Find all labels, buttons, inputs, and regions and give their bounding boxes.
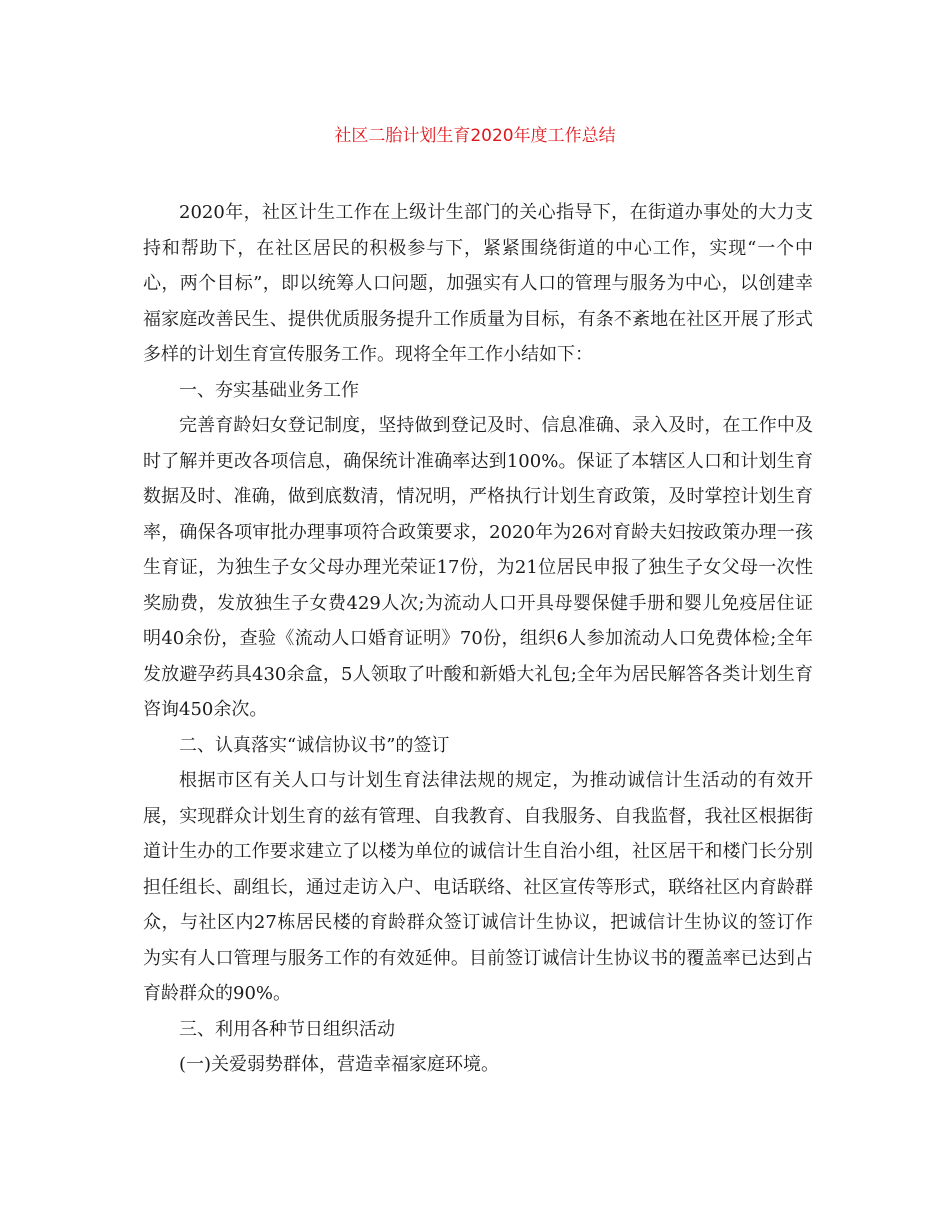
document-title: 社区二胎计划生育2020年度工作总结: [334, 126, 616, 146]
section-1-paragraph: 完善育龄妇女登记制度，坚持做到登记及时、信息准确、录入及时，在工作中及时了解并更改各项信息，确保统计准确率达到100%。保证了本辖区人口和计划生育数据及时、准确，做到底数清，情况明，严格执行计划生育政策，及时掌控计划生育率，确保各项审批办理事项符合政策要求，2020年为26对育龄夫妇按政策办理一孩生育证，为独生子女父母办理光荣证17份，为21位居民申报了独生子女父母一次性奖励费，发放独生子女费429人次;为流动人口开具母婴保健手册和婴儿免疫居住证明40余份，查验《流动人口婚育证明》70份，组织6人参加流动人口免费体检;全年发放避孕药具430余盒，5人领取了叶酸和新婚大礼包;全年为居民解答各类计划生育咨询450余次。: [143, 415, 813, 720]
section-heading-3: 三、利用各种节日组织活动: [179, 1018, 395, 1040]
intro-paragraph: 2020年，社区计生工作在上级计生部门的关心指导下，在街道办事处的大力支持和帮助下，在社区居民的积极参与下，紧紧围绕街道的中心工作，实现“一个中心，两个目标”，即以统筹人口问题，加强实有人口的管理与服务为中心，以创建幸福家庭改善民生、提供优质服务提升工作质量为目标，有条不紊地在社区开展了形式多样的计划生育宣传服务工作。现将全年工作小结如下：: [143, 202, 813, 365]
subsection-heading-3-1: (一)关爱弱势群体，营造幸福家庭环境。: [179, 1054, 500, 1075]
section-heading-2: 二、认真落实“诚信协议书”的签订: [179, 734, 450, 756]
document-body: [143, 195, 813, 1083]
section-heading-1: 一、夯实基础业务工作: [179, 379, 359, 401]
section-2-paragraph: 根据市区有关人口与计划生育法律法规的规定，为推动诚信计生活动的有效开展，实现群众计划生育的兹有管理、自我教育、自我服务、自我监督，我社区根据街道计生办的工作要求建立了以楼为单位的诚信计生自治小组，社区居干和楼门长分别担任组长、副组长，通过走访入户、电话联络、社区宣传等形式，联络社区内育龄群众，与社区内27栋居民楼的育龄群众签订诚信计生协议，把诚信计生协议的签订作为实有人口管理与服务工作的有效延伸。目前签订诚信计生协议书的覆盖率已达到占育龄群众的90%。: [143, 770, 813, 1004]
